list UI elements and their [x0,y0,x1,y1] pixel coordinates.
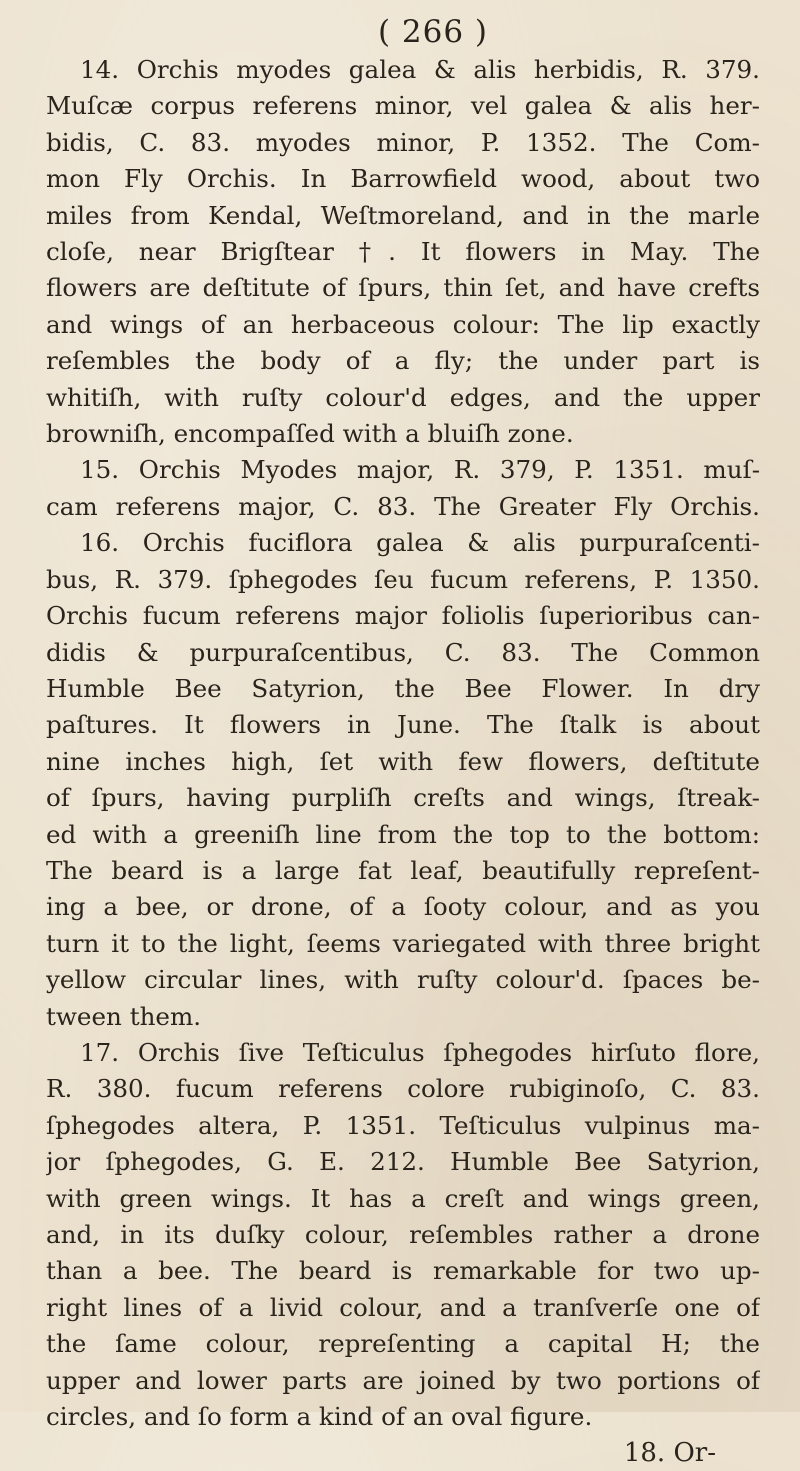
text-line: 14. Orchis myodes galea & alis herbidis, R. 379. [80,55,760,84]
text-line: right lines of a livid colour, and a tranſverſe one of [46,1292,760,1322]
text-line: cam referens major, C. 83. The Greater Fly Orchis. [46,491,760,521]
text-line: 15. Orchis Myodes major, R. 379, P. 1351. muſ- [80,455,760,485]
text-line: The beard is a large fat leaf, beautifully repreſent- [46,855,760,885]
text-line: paſtures. It flowers in June. The ſtalk is about [46,710,760,740]
text-line: jor ſphegodes, G. E. 212. Humble Bee Satyrion, [46,1147,760,1177]
text-line: and, in its duſky colour, reſembles rather a drone [46,1220,760,1249]
text-line: than a bee. The beard is remarkable for two up- [46,1256,760,1286]
text-line: 16. Orchis fuciflora galea & alis purpuraſcenti- [80,528,760,558]
text-line: mon Fly Orchis. In Barrowfield wood, about two [46,164,760,194]
page-body [46,52,760,1435]
text-line: Muſcæ corpus referens minor, vel galea & alis her- [46,91,760,121]
text-line: tween them. [46,1001,202,1031]
text-line: circles, and ſo form a kind of an oval figure. [46,1402,593,1432]
text-line: yellow circular lines, with ruſty colour'd. ſpaces be- [46,965,760,995]
text-line: whitiſh, with ruſty colour'd edges, and the upper [46,382,760,412]
text-line: and wings of an herbaceous colour: The lip exactly [46,309,760,339]
text-line: bus, R. 379. ſphegodes ſeu fucum referens, P. 1350. [46,564,760,594]
text-line: nine inches high, ſet with few flowers, deſtitute [46,746,760,776]
text-line: didis & purpuraſcentibus, C. 83. The Common [46,637,760,667]
text-line: R. 380. fucum referens colore rubiginoſo, C. 83. [46,1074,760,1104]
text-line: cloſe, near Brigſtear †. It flowers in May. The [46,237,760,267]
text-line: turn it to the light, ſeems variegated with three bright [46,928,760,958]
text-line: bidis, C. 83. myodes minor, P. 1352. The Com- [46,127,760,157]
text-line: ing a bee, or drone, of a ſooty colour, and as you [46,892,760,922]
text-line: ed with a greeniſh line from the top to the bottom: [46,819,760,849]
page-number: ( 266 ) [377,14,489,50]
text-line: upper and lower parts are joined by two portions of [46,1365,760,1395]
text-line: Orchis fucum referens major foliolis ſuperioribus can- [46,601,760,631]
text-line: of ſpurs, having purpliſh creſts and wings, ſtreak- [46,783,760,813]
text-line: with green wings. It has a creſt and wings green, [46,1183,760,1213]
text-line: Humble Bee Satyrion, the Bee Flower. In dry [46,673,760,703]
text-line: miles from Kendal, Weſtmoreland, and in the marle [46,200,760,230]
text-line: 17. Orchis ſive Teſticulus ſphegodes hirſuto flore, [80,1037,760,1067]
text-line: browniſh, encompaſſed with a bluiſh zone. [46,419,574,449]
text-line: ſphegodes altera, P. 1351. Teſticulus vulpinus ma- [46,1110,760,1140]
text-line: the ſame colour, repreſenting a capital H; the [46,1329,760,1359]
text-line: reſembles the body of a fly; the under part is [46,346,760,376]
catchword: 18. Or- [623,1438,716,1469]
text-line: flowers are deſtitute of ſpurs, thin ſet, and have crefts [46,273,760,303]
